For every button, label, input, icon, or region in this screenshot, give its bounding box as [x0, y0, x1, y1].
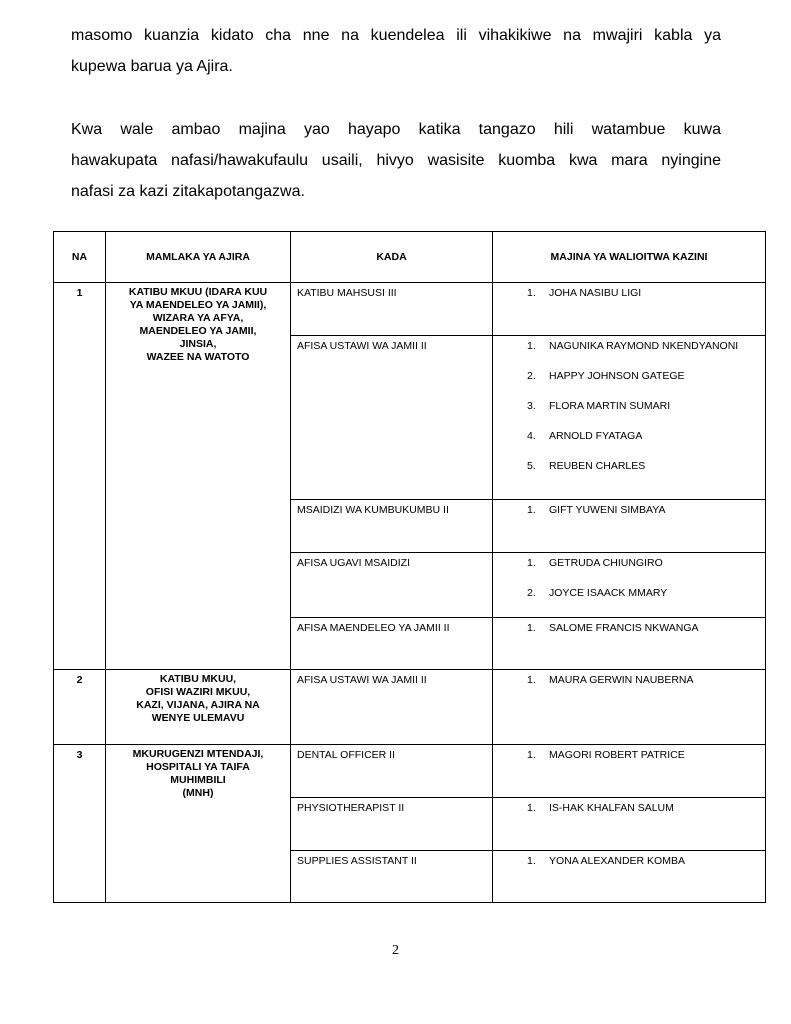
- appointee-list: [493, 500, 766, 553]
- cadre-title: DENTAL OFFICER II: [291, 745, 493, 798]
- authority-line: WIZARA YA AFYA,: [152, 312, 244, 324]
- authority-line: WAZEE NA WATOTO: [146, 351, 250, 363]
- row-number: 2: [54, 670, 106, 745]
- row-number: 3: [54, 745, 106, 903]
- list-number: 1.: [527, 749, 536, 761]
- row-number: 1: [54, 283, 106, 670]
- list-number: 1.: [527, 557, 536, 569]
- paragraph-line: masomo kuanzia kidato cha nne na kuendelea ili vihakikiwe na mwajiri kabla ya: [71, 27, 721, 44]
- header-cadre: KADA: [291, 232, 493, 283]
- employer-authority: [106, 745, 291, 903]
- cadre-title: PHYSIOTHERAPIST II: [291, 798, 493, 851]
- appointee-name: MAURA GERWIN NAUBERNA: [549, 674, 694, 686]
- authority-line: OFISI WAZIRI MKUU,: [145, 686, 251, 698]
- list-item: [493, 587, 765, 600]
- list-number: 2.: [527, 587, 536, 599]
- list-number: 3.: [527, 400, 536, 412]
- appointee-name: NAGUNIKA RAYMOND NKENDYANONI: [549, 340, 739, 352]
- paragraph-line: nafasi za kazi zitakapotangazwa.: [71, 183, 305, 200]
- list-number: 1.: [527, 674, 536, 686]
- employer-authority: [106, 670, 291, 745]
- list-item: [493, 430, 765, 443]
- employer-authority: [106, 283, 291, 670]
- list-item: [493, 460, 765, 473]
- appointee-name: JOHA NASIBU LIGI: [549, 287, 642, 299]
- authority-line: MUHIMBILI: [170, 774, 226, 786]
- paragraph-line: kupewa barua ya Ajira.: [71, 58, 233, 75]
- header-names: MAJINA YA WALIOITWA KAZINI: [493, 232, 766, 283]
- appointee-name: HAPPY JOHNSON GATEGE: [549, 370, 685, 382]
- appointments-table: [53, 231, 766, 903]
- appointee-name: MAGORI ROBERT PATRICE: [549, 749, 685, 761]
- list-item: [493, 340, 765, 353]
- list-item: [493, 400, 765, 413]
- list-number: 2.: [527, 370, 536, 382]
- authority-line: MAENDELEO YA JAMII,: [139, 325, 257, 337]
- appointee-list: [493, 798, 766, 851]
- table-row: [54, 745, 766, 798]
- list-item: [493, 557, 765, 570]
- appointee-list: [493, 336, 766, 500]
- table-body: [54, 283, 766, 903]
- list-item: [493, 674, 765, 687]
- appointee-list: [493, 283, 766, 336]
- cadre-title: AFISA USTAWI WA JAMII II: [291, 336, 493, 500]
- paragraph-2: [71, 114, 721, 207]
- appointee-list: [493, 618, 766, 670]
- appointee-list: [493, 851, 766, 903]
- appointee-name: FLORA MARTIN SUMARI: [549, 400, 671, 412]
- list-item: [493, 504, 765, 517]
- cadre-title: SUPPLIES ASSISTANT II: [291, 851, 493, 903]
- paragraph-line: hawakupata nafasi/hawakufaulu usaili, hivyo wasisite kuomba kwa mara nyingine: [71, 152, 721, 169]
- list-item: [493, 749, 765, 762]
- list-number: 1.: [527, 802, 536, 814]
- authority-line: WENYE ULEMAVU: [151, 712, 245, 724]
- authority-line: KATIBU MKUU (IDARA KUU: [128, 286, 268, 298]
- appointee-name: REUBEN CHARLES: [549, 460, 646, 472]
- appointee-list: [493, 553, 766, 618]
- list-number: 1.: [527, 504, 536, 516]
- list-item: [493, 802, 765, 815]
- list-number: 1.: [527, 855, 536, 867]
- table-row: [54, 283, 766, 336]
- table-row: [54, 670, 766, 745]
- paragraph-1: [71, 20, 721, 82]
- appointee-name: ARNOLD FYATAGA: [549, 430, 643, 442]
- list-number: 1.: [527, 287, 536, 299]
- appointee-name: JOYCE ISAACK MMARY: [549, 587, 668, 599]
- cadre-title: AFISA MAENDELEO YA JAMII II: [291, 618, 493, 670]
- header-authority: MAMLAKA YA AJIRA: [106, 232, 291, 283]
- list-item: [493, 287, 765, 300]
- cadre-title: AFISA UGAVI MSAIDIZI: [291, 553, 493, 618]
- list-item: [493, 855, 765, 868]
- authority-line: HOSPITALI YA TAIFA: [146, 761, 250, 773]
- table-header-row: [54, 232, 766, 283]
- appointee-name: GIFT YUWENI SIMBAYA: [549, 504, 666, 516]
- authority-line: JINSIA,: [179, 338, 217, 350]
- cadre-title: KATIBU MAHSUSI III: [291, 283, 493, 336]
- authority-line: (MNH): [182, 787, 214, 799]
- appointee-name: YONA ALEXANDER KOMBA: [549, 855, 685, 867]
- authority-line: KAZI, VIJANA, AJIRA NA: [136, 699, 260, 711]
- list-number: 1.: [527, 340, 536, 352]
- list-number: 1.: [527, 622, 536, 634]
- appointee-list: [493, 670, 766, 745]
- authority-line: MKURUGENZI MTENDAJI,: [132, 748, 264, 760]
- list-number: 4.: [527, 430, 536, 442]
- list-number: 5.: [527, 460, 536, 472]
- authority-line: KATIBU MKUU,: [159, 673, 237, 685]
- list-item: [493, 370, 765, 383]
- cadre-title: AFISA USTAWI WA JAMII II: [291, 670, 493, 745]
- authority-line: YA MAENDELEO YA JAMII),: [129, 299, 267, 311]
- list-item: [493, 622, 765, 635]
- appointee-name: GETRUDA CHIUNGIRO: [549, 557, 663, 569]
- paragraph-line: Kwa wale ambao majina yao hayapo katika tangazo hili watambue kuwa: [71, 121, 721, 138]
- header-no: NA: [54, 232, 106, 283]
- appointee-name: IS-HAK KHALFAN SALUM: [549, 802, 674, 814]
- cadre-title: MSAIDIZI WA KUMBUKUMBU II: [291, 500, 493, 553]
- page-number: 2: [392, 943, 399, 958]
- appointee-list: [493, 745, 766, 798]
- appointee-name: SALOME FRANCIS NKWANGA: [549, 622, 699, 634]
